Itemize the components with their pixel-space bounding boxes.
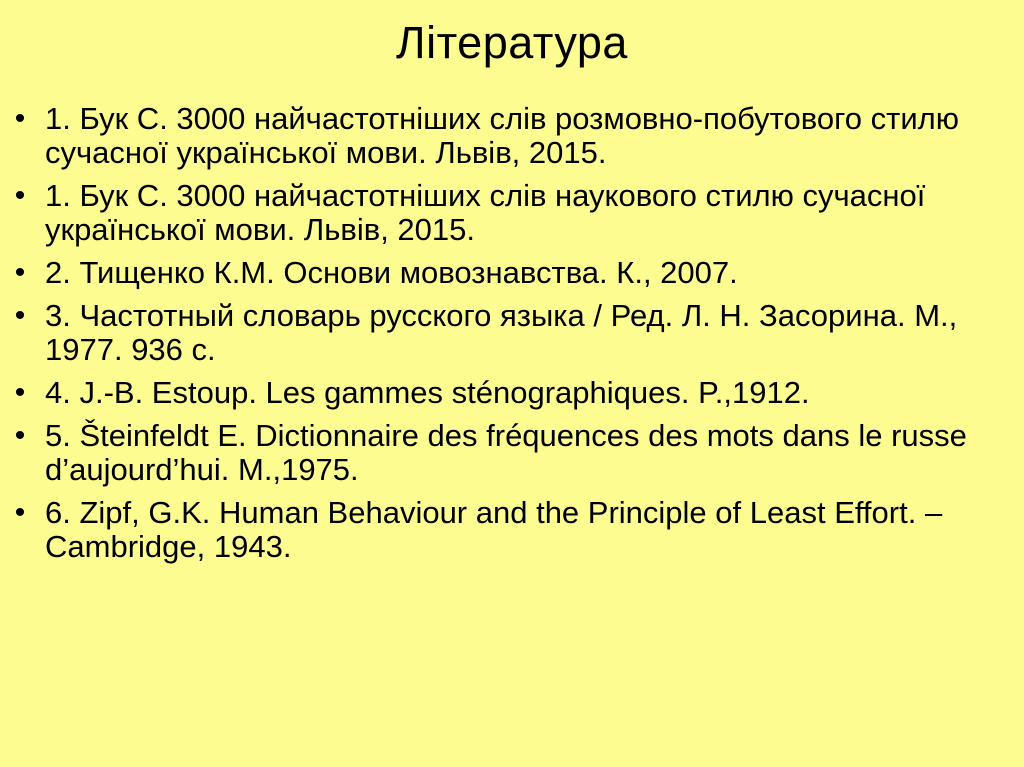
slide-title: Література [396,17,628,68]
reference-text: 2. Тищенко К.М. Основи мовознавства. К., 2007. [45,255,738,290]
reference-item [0,496,1000,564]
reference-text: 1. Бук С. 3000 найчастотніших слів наукового стилю сучасної української мови. Львів, 2015. [45,178,926,247]
reference-item [0,256,1000,290]
bullet-icon: • [14,179,26,212]
bullet-icon: • [14,496,26,529]
reference-text: 1. Бук С. 3000 найчастотніших слів розмовно-побутового стилю сучасної української мови. Львів, 2015. [45,101,959,170]
reference-text: 4. J.-B. Estoup. Les gammes sténographiques. P.,1912. [45,375,810,410]
reference-text: 5. Šteinfeldt E. Dictionnaire des fréquences des mots dans le russe d’aujourd’hui. M.,1975. [45,418,967,487]
reference-text: 6. Zipf, G.K. Human Behaviour and the Principle of Least Effort. – Cambridge, 1943. [45,495,943,564]
bullet-icon: • [14,256,26,289]
reference-item [0,179,1000,247]
bullet-icon: • [14,419,26,452]
bullet-icon: • [14,102,26,135]
reference-item [0,299,1000,367]
bullet-icon: • [14,299,26,332]
reference-item [0,376,1000,410]
references-list [0,102,1000,573]
reference-item [0,102,1000,170]
reference-item [0,419,1000,487]
bullet-icon: • [14,376,26,409]
reference-text: 3. Частотный словарь русского языка / Ред. Л. Н. Засорина. М., 1977. 936 с. [45,298,958,367]
